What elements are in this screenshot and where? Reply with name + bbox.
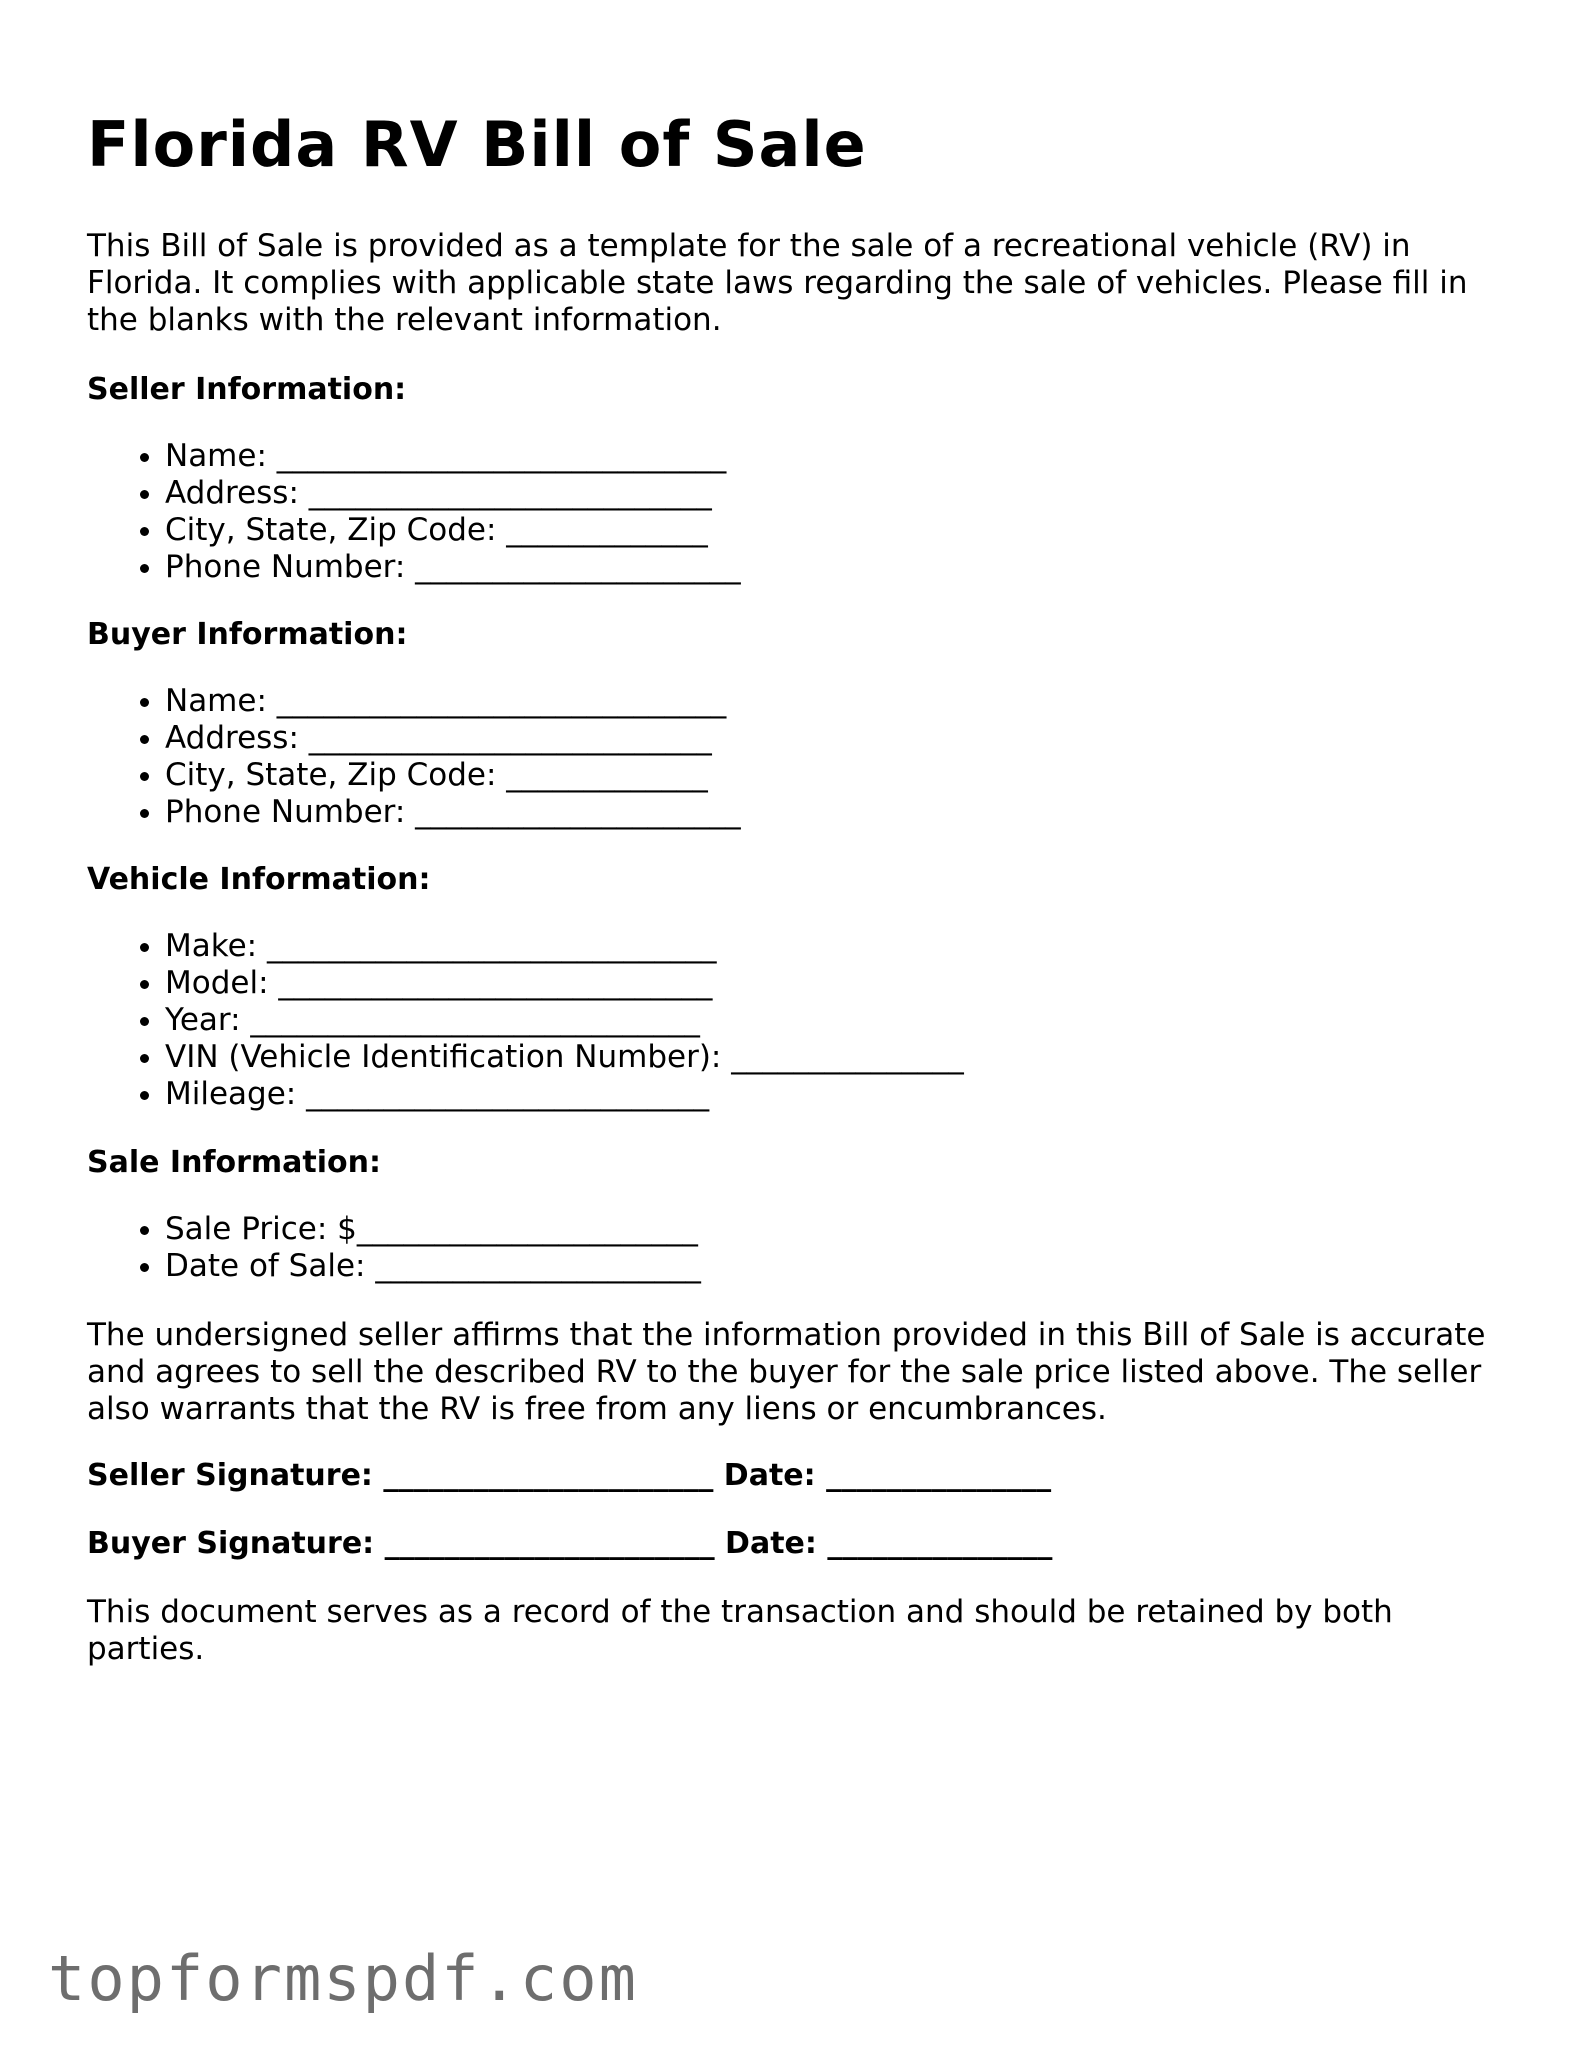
- buyer-address-field: • Address: __________________________: [165, 720, 741, 757]
- buyer-signature-line: Buyer Signature: ______________________ Date: _______________: [87, 1526, 1053, 1561]
- affirmation-paragraph: The undersigned seller affirms that the information provided in this Bill of Sale is accurate and agrees to sell the described RV to the buyer for the sale price listed above. The seller also warrants that the RV is free from any liens or encumbrances.: [87, 1317, 1486, 1427]
- seller-phone-field: • Phone Number: _____________________: [165, 549, 741, 586]
- buyer-heading: Buyer Information:: [87, 617, 408, 652]
- sale-fields: [87, 1211, 701, 1285]
- buyer-name-field: • Name: _____________________________: [165, 683, 741, 720]
- vehicle-mileage-field: • Mileage: __________________________: [165, 1076, 964, 1113]
- seller-city-field: • City, State, Zip Code: _____________: [165, 512, 741, 549]
- closing-paragraph: This document serves as a record of the transaction and should be retained by both parties.: [87, 1594, 1393, 1667]
- vehicle-make-field: • Make: _____________________________: [165, 928, 964, 965]
- seller-name-field: • Name: _____________________________: [165, 438, 741, 475]
- seller-signature-line: Seller Signature: ______________________ Date: _______________: [87, 1458, 1052, 1493]
- buyer-phone-field: • Phone Number: _____________________: [165, 794, 741, 831]
- vehicle-vin-field: • VIN (Vehicle Identification Number): _______________: [165, 1039, 964, 1076]
- vehicle-model-field: • Model: ____________________________: [165, 965, 964, 1002]
- seller-heading: Seller Information:: [87, 372, 407, 407]
- vehicle-fields: [87, 928, 964, 1113]
- sale-heading: Sale Information:: [87, 1145, 381, 1180]
- vehicle-heading: Vehicle Information:: [87, 862, 431, 897]
- seller-fields: [87, 438, 741, 586]
- sale-date-field: • Date of Sale: _____________________: [165, 1248, 701, 1285]
- intro-paragraph: This Bill of Sale is provided as a template for the sale of a recreational vehicle (RV) in Florida. It complies with applicable state laws regarding the sale of vehicles. Please fill in the blanks with the relevant information.: [87, 228, 1468, 338]
- document-title: Florida RV Bill of Sale: [87, 108, 867, 181]
- buyer-city-field: • City, State, Zip Code: _____________: [165, 757, 741, 794]
- vehicle-year-field: • Year: _____________________________: [165, 1002, 964, 1039]
- buyer-fields: [87, 683, 741, 831]
- sale-price-field: • Sale Price: $______________________: [165, 1211, 701, 1248]
- seller-address-field: • Address: __________________________: [165, 475, 741, 512]
- watermark: topformspdf.com: [48, 1942, 638, 2015]
